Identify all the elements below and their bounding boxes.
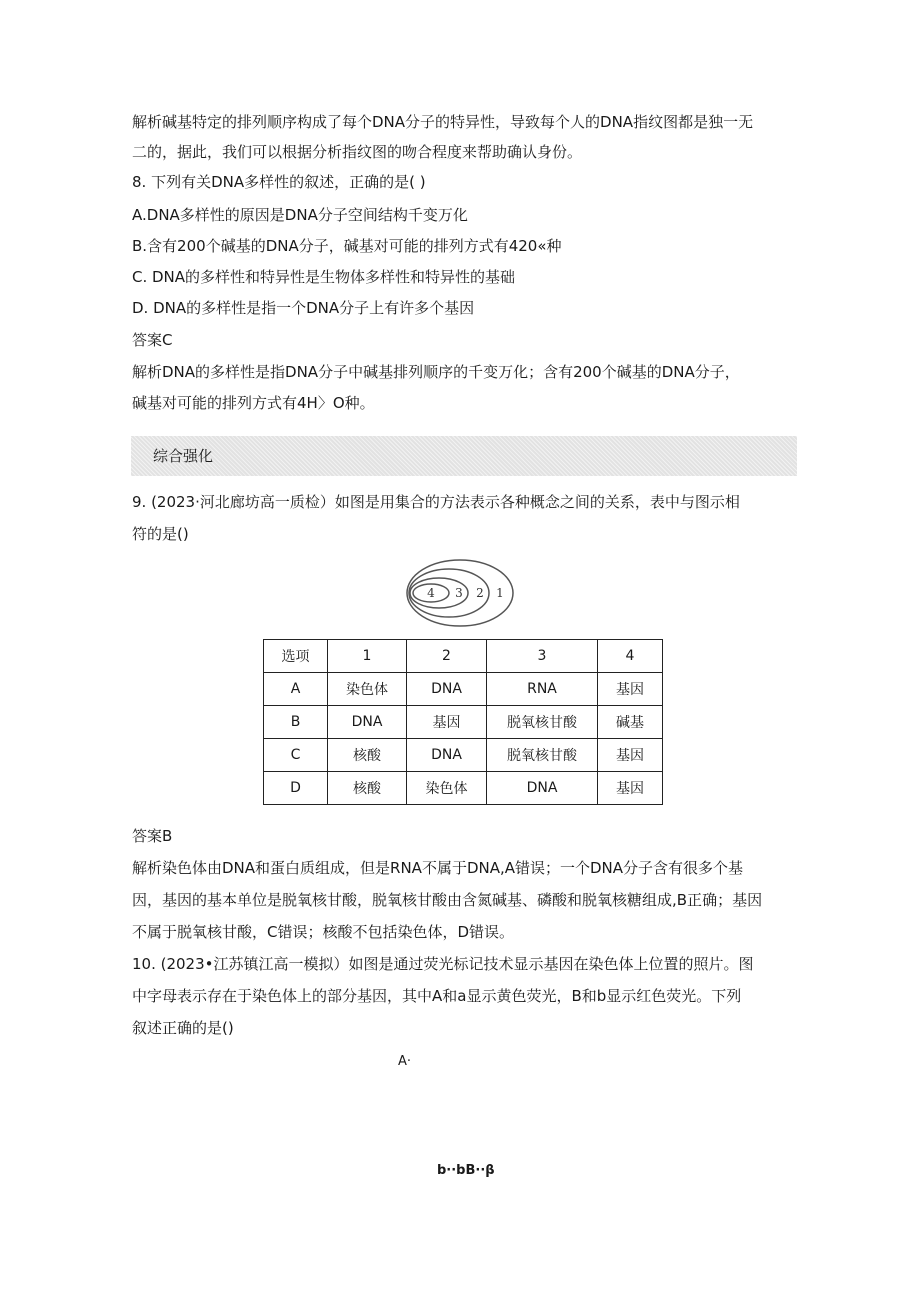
option-b: B.含有200个碱基的DNA分子，碱基对可能的排列方式有420«种 [132, 237, 562, 255]
table-header-cell: 4 [598, 640, 663, 673]
table-cell: DNA [407, 673, 487, 706]
question-10-line-2: 中字母表示存在于染色体上的部分基因，其中A和a显示黄色荧光，B和b显示红色荧光。下列 [132, 987, 742, 1005]
figure-label-top: A· [398, 1054, 412, 1069]
table-row [264, 673, 663, 706]
table-header-cell: 2 [407, 640, 487, 673]
table-cell: 碱基 [598, 706, 663, 739]
analysis-line-1: 解析碱基特定的排列顺序构成了每个DNA分子的特异性，导致每个人的DNA指纹图都是独一无 [132, 113, 754, 131]
table-header-cell: 1 [328, 640, 407, 673]
table-cell: RNA [487, 673, 598, 706]
table-cell: B [264, 706, 328, 739]
nested-sets-diagram [405, 557, 515, 629]
table-cell: DNA [487, 772, 598, 805]
question-10-line-3: 叙述正确的是() [132, 1019, 234, 1037]
analysis-9-line-1: 解析染色体由DNA和蛋白质组成，但是RNA不属于DNA,A错误；一个DNA分子含有很多个基 [132, 859, 744, 877]
table-row [264, 772, 663, 805]
table-cell: 染色体 [407, 772, 487, 805]
analysis-8-line-1: 解析DNA的多样性是指DNA分子中碱基排列顺序的千变万化；含有200个碱基的DNA分子， [132, 363, 740, 381]
table-cell: 基因 [598, 772, 663, 805]
table-cell: DNA [407, 739, 487, 772]
analysis-8-line-2: 碱基对可能的排列方式有4H〉O种。 [132, 394, 375, 412]
option-d: D. DNA的多样性是指一个DNA分子上有许多个基因 [132, 299, 475, 317]
table-cell: 脱氧核甘酸 [487, 739, 598, 772]
set-3-label: 3 [455, 586, 463, 600]
answer-8: 答案C [132, 331, 173, 349]
table-cell: DNA [328, 706, 407, 739]
analysis-line-2: 二的，据此，我们可以根据分析指纹图的吻合程度来帮助确认身份。 [132, 143, 583, 161]
question-8-stem: 8. 下列有关DNA多样性的叙述，正确的是( ) [132, 173, 426, 191]
table-cell: 脱氧核甘酸 [487, 706, 598, 739]
table-cell: 基因 [598, 739, 663, 772]
set-2-label: 2 [476, 586, 484, 600]
table-header-row [264, 640, 663, 673]
table-cell: 核酸 [328, 739, 407, 772]
table-row [264, 706, 663, 739]
option-c: C. DNA的多样性和特异性是生物体多样性和特异性的基础 [132, 268, 516, 286]
table-cell: A [264, 673, 328, 706]
answer-9: 答案B [132, 827, 173, 845]
option-a: A.DNA多样性的原因是DNA分子空间结构千变万化 [132, 206, 468, 224]
table-cell: D [264, 772, 328, 805]
table-cell: 基因 [407, 706, 487, 739]
options-table [263, 639, 663, 805]
table-cell: C [264, 739, 328, 772]
question-9-line-1: 9. (2023·河北廊坊高一质检）如图是用集合的方法表示各种概念之间的关系，表中与图示相 [132, 493, 740, 511]
set-1-label: 1 [496, 586, 504, 600]
section-title: 综合强化 [153, 447, 214, 465]
table-row [264, 739, 663, 772]
table-cell: 基因 [598, 673, 663, 706]
figure-label-bottom: b··bB··β [437, 1163, 495, 1178]
question-9-line-2: 符的是() [132, 525, 189, 543]
table-header-cell: 3 [487, 640, 598, 673]
analysis-9-line-3: 不属于脱氧核甘酸，C错误；核酸不包括染色体，D错误。 [132, 923, 515, 941]
section-banner [131, 436, 797, 476]
question-10-line-1: 10. (2023•江苏镇江高一模拟）如图是通过荧光标记技术显示基因在染色体上位置的照片。图 [132, 955, 754, 973]
table-cell: 染色体 [328, 673, 407, 706]
set-4-label: 4 [427, 586, 435, 600]
table-header-cell: 选项 [264, 640, 328, 673]
table-cell: 核酸 [328, 772, 407, 805]
analysis-9-line-2: 因，基因的基本单位是脱氧核甘酸，脱氧核甘酸由含氮碱基、磷酸和脱氧核糖组成,B正确；基因 [132, 891, 763, 909]
